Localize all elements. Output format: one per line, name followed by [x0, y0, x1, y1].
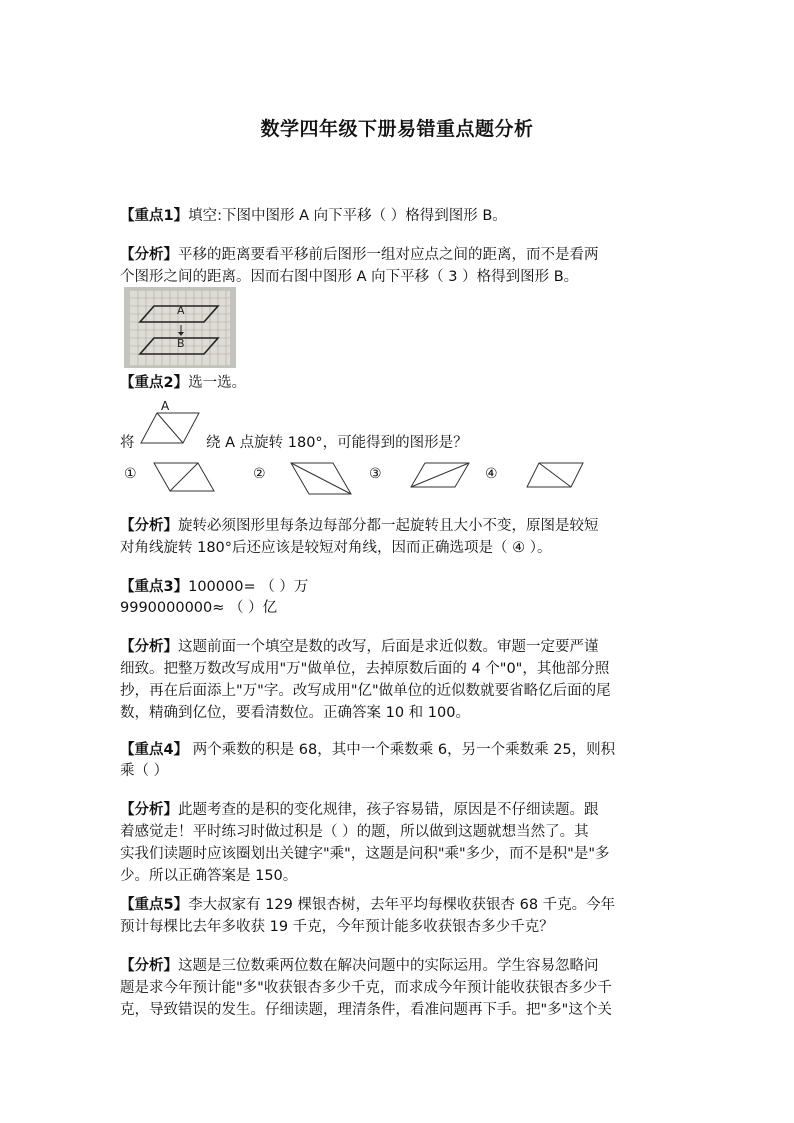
analysis-4-line1: 【分析】此题考查的是积的变化规律，孩子容易错，原因是不仔细读题。跟: [120, 802, 599, 818]
q3-label: 【重点3】: [120, 579, 189, 595]
a4-label: 【分析】: [120, 802, 178, 818]
analysis-1-line2: 个图形之间的距离。因而右图中图形 A 向下平移（ 3 ）格得到图形 B。: [120, 269, 579, 285]
analysis-3-line4: 数，精确到亿位，要看清数位。正确答案 10 和 100。: [120, 705, 470, 721]
question-3-line2: 9990000000≈ （ ）亿: [120, 600, 278, 616]
a5-label: 【分析】: [120, 958, 178, 974]
q1-text: 填空:下图中图形 A 向下平移（ ）格得到图形 B。: [188, 208, 507, 224]
analysis-4-line3: 实我们读题时应该圈划出关键字"乘"，这题是问积"乘"多少，而不是积"是"多: [120, 846, 610, 862]
option-2-label: ②: [253, 466, 266, 482]
option-1-label: ①: [124, 466, 137, 482]
question-4-line2: 乘（ ）: [120, 763, 169, 779]
analysis-3-line3: 抄，再在后面添上"万"字。改写成用"亿"做单位的近似数就要省略亿后面的尾: [120, 683, 611, 699]
question-2: [120, 372, 246, 394]
analysis-5-line1: 【分析】这题是三位数乘两位数在解决问题中的实际运用。学生容易忽略问: [120, 958, 599, 974]
question-1: [120, 205, 507, 227]
question-3-line1: 【重点3】100000= （ ）万: [120, 579, 309, 595]
option-2-shape: [289, 461, 353, 497]
analysis-3-line2: 细致。把整万数改写成用"万"做单位，去掉原数后面的 4 个"0"，其他部分照: [120, 661, 610, 677]
option-1-shape: [152, 461, 216, 493]
point-a-label: A: [161, 399, 170, 413]
a1-label: 【分析】: [120, 247, 178, 263]
q4-label: 【重点4】: [120, 742, 189, 758]
q2-prefix: 将: [120, 435, 135, 451]
analysis-2-line2: 对角线旋转 180°后还应该是较短对角线，因而正确选项是（ ④ ）。: [120, 540, 552, 556]
q2-label: 【重点2】: [120, 375, 189, 391]
analysis-5-line2: 题是求今年预计能"多"收获银杏多少千克，而求成今年预计能收获银杏多少千: [120, 980, 612, 996]
question-5-line1: 【重点5】李大叔家有 129 棵银杏树，去年平均每棵收获银杏 68 千克。今年: [120, 897, 616, 913]
a2-label: 【分析】: [120, 518, 178, 534]
figure-letter-a: A: [177, 304, 185, 317]
a3-label: 【分析】: [120, 639, 178, 655]
option-3-shape: [409, 461, 471, 489]
page-title: 数学四年级下册易错重点题分析: [260, 118, 534, 140]
analysis-4-line4: 少。所以正确答案是 150。: [120, 868, 298, 884]
q5-label: 【重点5】: [120, 897, 189, 913]
figure-letter-b: B: [177, 337, 185, 350]
question-5-line2: 预计每棵比去年多收获 19 千克，今年预计能多收获银杏多少千克？: [120, 919, 554, 935]
original-parallelogram: [139, 411, 201, 445]
option-4-label: ④: [485, 466, 498, 482]
question-4-line1: 【重点4】 两个乘数的积是 68，其中一个乘数乘 6，另一个乘数乘 25，则积: [120, 742, 616, 758]
translation-figure-photo: [124, 287, 236, 368]
analysis-2-line1: 【分析】旋转必须图形里每条边每部分都一起旋转且大小不变，原图是较短: [120, 518, 599, 534]
analysis-1-line1: 【分析】平移的距离要看平移前后图形一组对应点之间的距离，而不是看两: [120, 247, 599, 263]
q2-text: 选一选。: [188, 375, 247, 391]
q1-label: 【重点1】: [120, 208, 189, 224]
option-4-shape: [525, 461, 585, 489]
q2-suffix: 绕 A 点旋转 180°，可能得到的图形是？: [206, 435, 468, 451]
grid-figure: [124, 287, 236, 368]
option-3-label: ③: [369, 466, 382, 482]
analysis-5-line3: 克，导致错误的发生。仔细读题，理清条件，看准问题再下手。把"多"这个关: [120, 1002, 612, 1018]
analysis-4-line2: 着感觉走！平时练习时做过积是（ ）的题，所以做到这题就想当然了。其: [120, 824, 589, 840]
analysis-3-line1: 【分析】这题前面一个填空是数的改写，后面是求近似数。审题一定要严谨: [120, 639, 599, 655]
